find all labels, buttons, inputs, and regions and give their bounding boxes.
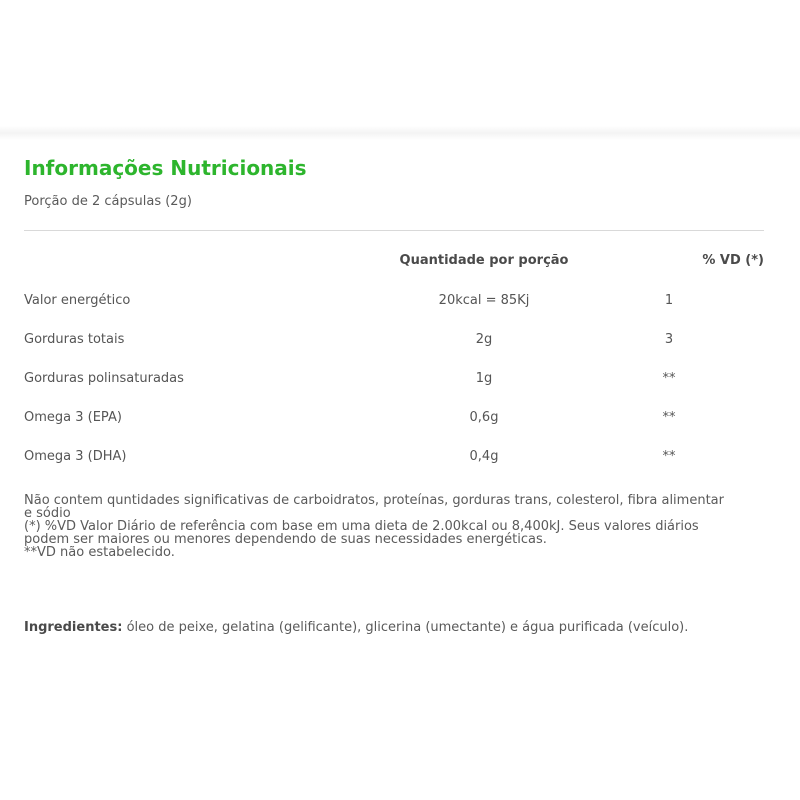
table-row <box>24 285 764 324</box>
table-row <box>24 402 764 441</box>
row-vd: 3 <box>664 332 674 347</box>
row-label: Omega 3 (DHA) <box>24 449 127 464</box>
table-row <box>24 441 764 480</box>
top-shadow-band <box>0 126 800 140</box>
ingredients-label: Ingredientes: <box>24 620 123 635</box>
row-quantity: 0,6g <box>469 410 499 425</box>
footnote-vd-reference: (*) %VD Valor Diário de referência com base em uma dieta de 2.00kcal ou 8,400kJ. Seus valores diários podem ser maiores ou menores dependendo de suas necessidades energéticas. <box>24 519 699 547</box>
row-label: Gorduras polinsaturadas <box>24 371 184 386</box>
row-vd: ** <box>662 410 676 425</box>
header-quantity: Quantidade por porção <box>399 253 569 268</box>
ingredients-line <box>24 618 688 638</box>
header-vd: % VD (*) <box>702 253 764 268</box>
footnote-not-significant: Não contem quntidades significativas de carboidratos, proteínas, gorduras trans, colesterol, fibra alimentar e sódio <box>24 493 724 521</box>
portion-size: Porção de 2 cápsulas (2g) <box>24 194 192 209</box>
row-vd: ** <box>662 449 676 464</box>
row-quantity: 20kcal = 85Kj <box>438 293 530 308</box>
nutrition-panel <box>24 152 764 559</box>
table-row <box>24 363 764 402</box>
row-label: Gorduras totais <box>24 332 125 347</box>
nutrition-table <box>24 245 764 480</box>
footnote-vd-not-established: **VD não estabelecido. <box>24 545 175 560</box>
row-quantity: 1g <box>475 371 493 386</box>
page-title: Informações Nutricionais <box>24 156 307 180</box>
ingredients-text: óleo de peixe, gelatina (gelificante), glicerina (umectante) e água purificada (veículo). <box>122 620 689 635</box>
table-row <box>24 324 764 363</box>
row-quantity: 0,4g <box>469 449 499 464</box>
footnotes <box>24 494 724 559</box>
row-quantity: 2g <box>475 332 493 347</box>
divider <box>24 230 764 231</box>
row-vd: ** <box>662 371 676 386</box>
row-label: Omega 3 (EPA) <box>24 410 122 425</box>
row-vd: 1 <box>664 293 674 308</box>
table-header-row <box>24 245 764 285</box>
row-label: Valor energético <box>24 293 131 308</box>
